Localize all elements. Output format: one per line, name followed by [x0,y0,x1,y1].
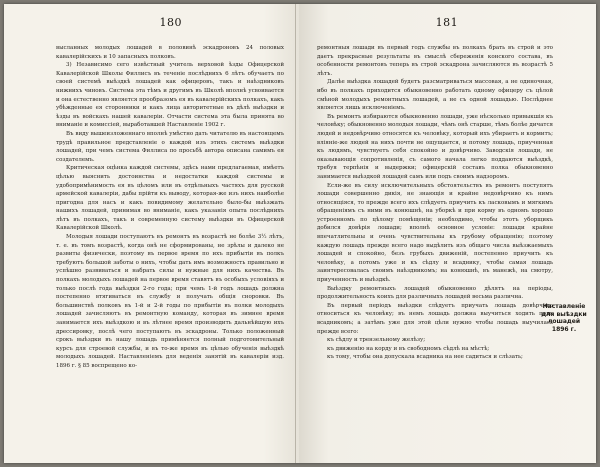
left-page-text [56,44,284,371]
list-item: къ движенію на корду и въ свободномъ сѣдлѣ на мѣстѣ; [327,345,490,352]
left-page [4,4,299,463]
margin-note: Наставленіе для выѣздки лошадей 1896 г. [541,303,587,333]
book-spread [4,4,596,463]
list-item: къ сѣдлу и трензельному желѣзу; [327,337,426,344]
right-page [299,4,596,463]
right-paragraph: Если-же въ силу исключительныхъ обстоятельствъ въ ремонтъ поступятъ лошади совершенно дикія, не знающія и крайне недовѣрчиво къ нимъ относящіяся, то прежде всего ихъ слѣдуетъ приучить къ ласковымъ и мягкимъ обращеніямъ съ ними въ конюшнѣ, на уборкѣ и при корму въ одномъ хорошо устроенномъ по цѣлому помѣщеніи; необходимо, чтобы этотъ уборщикъ добился довѣрія лошади; вполнѣ основное условіе: лошади крайне впечатлительны и очень чувствительны къ грубому обращенію; поэтому каждую лошадь прежде всего надо выдѣлить изъ общаго числа выѣзжаемыхъ лошадей и спокойно, безъ грубыхъ движеній, постепенно приучить къ человѣку, а потомъ уже и къ сѣдлу и всаднику, чтобы самая лошадь заинтересовалась своимъ наѣздникомъ; на конюшнѣ, въ манежѣ, на смотру, приученность и выѣздкѣ. [317,182,553,284]
right-paragraph: Въ первый періодъ выѣздки слѣдуетъ приучать лошадь довѣрчиво относиться къ человѣку; въ немъ лошадь должна выучиться ходить подъ всадникомъ; а затѣмъ уже для этой цѣли нужно чтобы лошадь выучилась прежде всего: [317,302,553,335]
right-page-number: 181 [435,16,459,29]
left-paragraph: 3) Независимо сего извѣстный учитель верховой ѣзды Офицерской Кавалерійской Школы Филлисъ въ теченіе послѣднихъ 6 лѣтъ обучаетъ по своей системѣ выѣздкѣ лошадей как офицеровъ, такъ и наѣздниковъ нижнихъ чиновъ. Система эта тѣмъ и другимъ въ Школѣ вполнѣ усвоивается и она естественно является прообразомъ ея въ кавалерійскихъ полкахъ, какъ убѣжденные ея сторонники и какъ лица авторитетные въ дѣлѣ выѣздки и ѣзды въ войскахъ нашей кавалеріи. Отчасти система эта была принята во вниманіе и комиссіей, выработавшей Наставленіе 1902 г. [56,62,284,129]
left-paragraph: Молодыя лошади поступаютъ въ ремонтъ въ возрастѣ не болѣе 3½ лѣтъ, т. е. въ томъ возрастѣ, когда онѣ не сформированы, не зрѣлы и далеко не развиты физически, поэтому въ первое время по ихъ прибытіи въ полкъ требуютъ большой заботы о нихъ, чтобы дать имъ возможность правильно и успѣшно развиваться и набрать силы и нужные для нихъ качества. Въ полкахъ молодыхъ лошадей на первое время ставятъ въ особыхъ условіяхъ и только послѣ года выѣздки 2-го года; при чемъ 1-й годъ лошадь должна постепенно втягиваться въ службу и получать общія сноровки. Въ большинствѣ полковъ въ 1-й и 2-й годы по прибытіи въ полки молодыхъ лошадей зачисляютъ въ ремонтную команду, которая въ зимнее время занимается ихъ выѣздкою и въ лѣтнее время производить дальнѣйшую ихъ дрессировку, послѣ чего поступаютъ въ эскадроны. Только положенный срокъ выѣздки въ нашу лошадь примѣняется полный подготовительный курсъ для строевой службы, и въ то-же время въ цѣлью обученія выѣздкѣ молодыхъ лошадей. Наставленіемъ для веденія занятій въ кавалеріи изд. 1896 г. § 85 воспрещено ко- [56,234,284,369]
left-paragraph: высланных молодых лошадей в половинѣ эскадроновъ 24 половых кавалерійскихъ и 10 запасныхъ полковъ. [56,45,284,60]
right-page-text [317,44,553,362]
right-paragraph: Далѣе выѣздка лошадей будетъ разсматриваться массовая, а не одиночная, ибо въ полкахъ приходится обыкновенно работать одному офицеру съ цѣлой смѣной молодыхъ ремонтныхъ лошадей, а не съ одной лошадью. Послѣднее является лишь исключеніемъ. [317,79,553,112]
left-paragraph: Критическая оцѣнка каждой системы, здѣсь нами предлагаемая, имѣетъ цѣлью выяснить достоинства и недостатки каждой системы и удобопримѣнимость ея въ цѣломъ или въ отдѣльныхъ частяхъ для русской армейской кавалеріи, дабы прійти къ выводу, которая-же изъ нихъ наиболѣе пригодна для насъ и какъ повидимому желательно было-бы выѣзжать нашихъ лошадей, принимая во вниманіе, какъ указанія опыта послѣднихъ лѣтъ въ полкахъ, такъ и современную систему выѣздки въ Офицерской Кавалерійской Школѣ. [56,165,284,232]
right-paragraph: Въ ремонтъ избираются обыкновенно лошади, уже нѣсколько привыкшія къ человѣку; обыкновенно молодыя лошади, чѣмъ онѣ старше, тѣмъ болѣе дичатся людей и недовѣрчиво относятся къ человѣку, который ихъ убираетъ и кормитъ; вліяніе-же людей на нихъ почти не ощущается, и потому лошадь, приученная къ людямъ, чувствуетъ себя спокойно и довѣрчиво. Заводскія лошади, не оказывающія сопротивленія, съ самого начала легко поддаются выѣздкѣ, требуя терпѣнія и выдержки; офицерскій составъ полка обыкновенно занимается выѣздкой лошадей самъ или подъ своимъ надзоромъ. [317,113,553,180]
left-page-number: 180 [159,16,182,29]
left-paragraph: Въ виду вышеизложеннаго вполнѣ умѣстно дать читателю въ настоящемъ трудѣ правильное представленіе о каждой изъ этихъ системъ выѣздки лошадей, при чемъ система Филлиса по просьбѣ автора описана самимъ ея создателемъ. [56,130,284,163]
right-paragraph: ремонтныя лошади въ первый годъ службы въ полкахъ брать въ строй и это даетъ прекрасные результаты въ смыслѣ сбереженія конского состава, въ особенности ремонтовъ теперь въ строй эскадрона зачисляются въ возрастѣ 5 лѣтъ. [317,45,553,77]
book-gutter [295,4,296,463]
right-paragraph: Выѣздку ремонтныхъ лошадей обыкновенно дѣлятъ на періоды, продолжительность коихъ для различныхъ лошадей весьма различна. [317,285,553,301]
list-item: къ тому, чтобы она допускала всадника на нее садиться и слѣзать; [327,354,523,361]
